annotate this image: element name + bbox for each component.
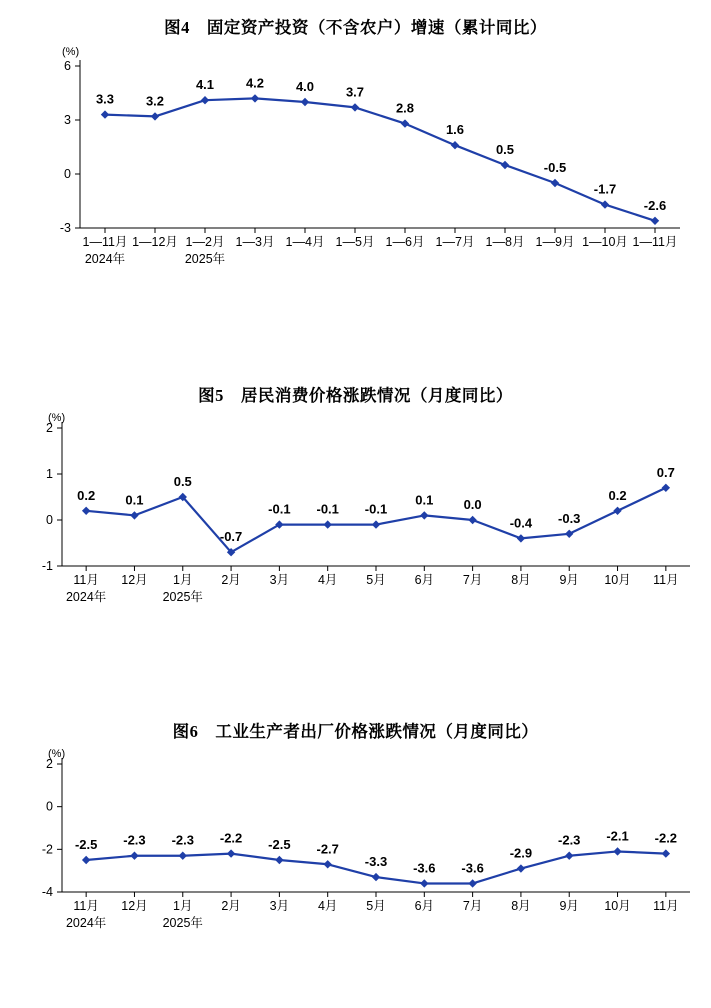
x-tick-label: 1—12月	[132, 235, 178, 249]
x-tick-label: 6月	[414, 573, 435, 587]
x-tick-label: 8月	[511, 573, 531, 587]
plot-area	[0, 38, 711, 334]
svg-text:-4: -4	[41, 885, 53, 899]
svg-text:-0.1: -0.1	[364, 501, 388, 517]
svg-text:2: 2	[46, 421, 53, 435]
svg-text:-0.1: -0.1	[268, 501, 291, 517]
x-tick-label: 1—11月 2024年	[82, 235, 128, 266]
svg-text:-0.4: -0.4	[509, 515, 533, 531]
x-tick-label: 10月	[604, 899, 631, 913]
x-tick-label: 9月	[559, 899, 579, 913]
svg-text:0.7: 0.7	[656, 464, 675, 480]
svg-text:-1: -1	[41, 559, 53, 573]
x-tick-label: 1—7月	[435, 235, 475, 249]
svg-text:-3: -3	[59, 221, 71, 235]
svg-text:-0.5: -0.5	[543, 160, 567, 175]
svg-text:-2.3: -2.3	[171, 832, 194, 848]
plot-area	[0, 742, 711, 988]
chart-figure-6	[0, 672, 711, 1008]
svg-text:3.7: 3.7	[345, 84, 365, 100]
svg-text:4.1: 4.1	[195, 77, 215, 93]
x-tick-label: 11月	[653, 899, 679, 913]
x-tick-label: 4月	[317, 899, 338, 913]
x-tick-label: 5月	[366, 573, 386, 587]
x-tick-label: 11月	[653, 573, 679, 587]
svg-text:3.2: 3.2	[145, 93, 165, 109]
x-tick-label: 1—5月	[335, 235, 375, 249]
x-tick-label: 12月	[121, 899, 148, 913]
svg-text:4.2: 4.2	[245, 75, 265, 91]
svg-text:-2.7: -2.7	[316, 841, 339, 857]
x-tick-label: 11月 2024年	[65, 573, 107, 604]
unit-label: (%)	[48, 412, 66, 424]
x-tick-label: 7月	[462, 899, 483, 913]
x-tick-label: 1—11月	[632, 235, 678, 249]
svg-text:3: 3	[64, 113, 71, 127]
svg-text:-2.1: -2.1	[606, 828, 629, 844]
svg-text:1.6: 1.6	[445, 122, 465, 138]
svg-text:0.1: 0.1	[415, 492, 434, 508]
svg-text:-0.1: -0.1	[316, 501, 339, 517]
svg-text:0.5: 0.5	[173, 474, 192, 489]
chart-title: 图4 固定资产投资（不含农户）增速（累计同比）	[164, 18, 547, 37]
unit-label: (%)	[48, 748, 66, 760]
x-tick-label: 2月	[221, 573, 241, 587]
chart-title: 图5 居民消费价格涨跌情况（月度同比）	[198, 386, 513, 405]
svg-text:0.1: 0.1	[125, 492, 144, 508]
svg-text:2: 2	[46, 757, 53, 771]
x-tick-label: 3月	[269, 573, 290, 587]
svg-text:0: 0	[46, 799, 53, 814]
x-axis-labels	[0, 235, 711, 334]
x-tick-label: 1—4月	[285, 235, 325, 249]
svg-text:-2: -2	[41, 842, 53, 857]
x-tick-label: 5月	[366, 899, 386, 913]
chart-title: 图6 工业生产者出厂价格涨跌情况（月度同比）	[172, 722, 539, 741]
svg-text:-1.7: -1.7	[593, 181, 617, 197]
x-axis-labels	[0, 899, 711, 988]
x-axis-labels	[0, 573, 711, 672]
svg-text:-0.3: -0.3	[558, 510, 581, 526]
x-tick-label: 10月	[604, 573, 631, 587]
svg-text:-0.7: -0.7	[219, 529, 243, 545]
svg-text:0: 0	[46, 513, 53, 527]
x-tick-label: 2月	[221, 899, 241, 913]
x-tick-label: 8月	[511, 899, 531, 913]
x-tick-label: 1—10月	[582, 235, 628, 249]
x-tick-label: 11月 2024年	[65, 899, 107, 930]
x-tick-label: 7月	[462, 573, 483, 587]
svg-text:1: 1	[46, 467, 53, 481]
svg-text:3.3: 3.3	[95, 91, 115, 107]
x-tick-label: 3月	[269, 899, 290, 913]
svg-text:-2.6: -2.6	[643, 197, 667, 213]
svg-text:-2.5: -2.5	[74, 837, 98, 852]
svg-text:-2.2: -2.2	[219, 830, 243, 846]
x-tick-label: 1月 2025年	[162, 899, 203, 930]
x-tick-label: 12月	[121, 573, 148, 587]
svg-text:0: 0	[64, 167, 71, 181]
svg-text:-2.5: -2.5	[268, 837, 291, 852]
x-tick-label: 1—9月	[535, 235, 575, 249]
x-tick-label: 1—6月	[385, 235, 425, 249]
svg-text:0.2: 0.2	[608, 487, 627, 503]
x-tick-label: 1月 2025年	[162, 573, 203, 604]
svg-text:-2.3: -2.3	[123, 832, 146, 848]
svg-text:-2.9: -2.9	[509, 845, 533, 861]
svg-text:-2.2: -2.2	[654, 830, 678, 846]
svg-text:0.5: 0.5	[495, 142, 515, 157]
svg-text:0.0: 0.0	[463, 497, 482, 512]
svg-text:6: 6	[64, 59, 71, 73]
x-tick-label: 6月	[414, 899, 435, 913]
plot-area	[0, 406, 711, 672]
svg-text:-2.3: -2.3	[558, 832, 581, 848]
chart-figure-4	[0, 0, 711, 336]
x-tick-label: 9月	[559, 573, 579, 587]
svg-text:0.2: 0.2	[77, 487, 96, 503]
x-tick-label: 4月	[317, 573, 338, 587]
svg-text:-3.6: -3.6	[461, 860, 484, 876]
svg-text:2.8: 2.8	[395, 100, 415, 116]
svg-text:4.0: 4.0	[295, 79, 315, 94]
x-tick-label: 1—2月 2025年	[184, 235, 226, 266]
chart-figure-5	[0, 336, 711, 672]
svg-text:-3.3: -3.3	[364, 854, 388, 870]
x-tick-label: 1—8月	[485, 235, 525, 249]
svg-text:-3.6: -3.6	[413, 860, 436, 876]
unit-label: (%)	[62, 46, 80, 58]
x-tick-label: 1—3月	[235, 235, 275, 249]
